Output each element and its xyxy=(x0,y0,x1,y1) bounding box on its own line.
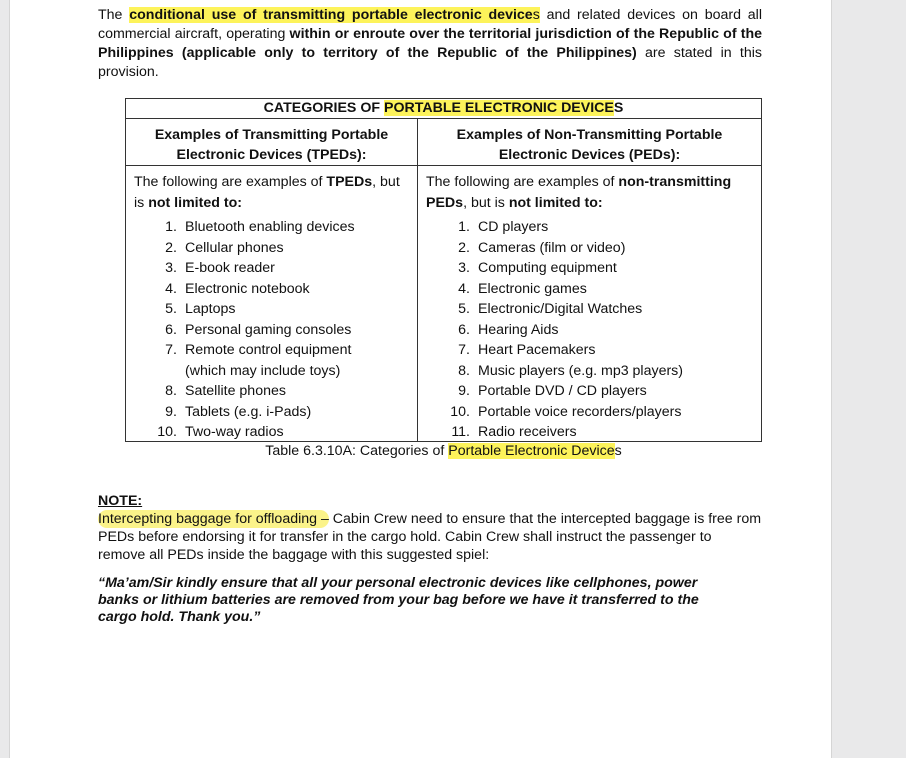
ped-item-text: Portable voice recorders/players xyxy=(478,403,682,420)
note-block xyxy=(98,492,762,564)
tped-item-number: 6. xyxy=(165,321,177,338)
ped-column xyxy=(418,166,761,442)
ped-item-number: 2. xyxy=(458,239,470,256)
ped-item xyxy=(426,422,755,443)
tped-item xyxy=(134,320,411,341)
ped-item xyxy=(426,320,755,341)
tped-item-number: 1. xyxy=(165,219,177,235)
intro-highlight: conditional use of transmitting portable electronic device xyxy=(129,7,533,23)
ped-item xyxy=(426,340,755,361)
ped-item-text: Cameras (film or video) xyxy=(478,239,626,256)
tped-item-number xyxy=(134,361,185,382)
tped-header: Examples of Transmitting Portable Electronic Devices (TPEDs): xyxy=(126,119,418,165)
ped-item xyxy=(426,217,755,238)
tped-item-text: Bluetooth enabling devices xyxy=(185,219,355,235)
ped-item-number: 8. xyxy=(458,362,470,379)
intro-highlight-tail: s xyxy=(532,7,540,23)
ped-item-number: 11. xyxy=(451,424,470,440)
tped-item-number: 9. xyxy=(165,403,177,420)
tped-item-text: Remote control equipment xyxy=(185,342,352,358)
tped-item xyxy=(134,217,411,238)
tped-list xyxy=(134,217,411,443)
table-title xyxy=(126,99,761,119)
caption-pre: Table 6.3.10A: Categories of xyxy=(265,443,449,459)
tped-item xyxy=(134,279,411,300)
note-heading: NOTE: xyxy=(98,493,143,509)
tped-item-number: 4. xyxy=(165,280,177,297)
ped-categories-table xyxy=(125,98,762,442)
tped-item xyxy=(134,238,411,259)
tped-item xyxy=(134,381,411,402)
document-page xyxy=(9,0,832,758)
caption-highlight: Portable Electronic Device xyxy=(448,443,615,459)
ped-intro-b: non-transmitting PEDs xyxy=(426,174,732,211)
tped-item-text: E-book reader xyxy=(185,260,275,276)
ped-list xyxy=(426,217,755,443)
table-header-row xyxy=(126,119,761,166)
ped-item-text: Computing equipment xyxy=(478,260,617,276)
tped-intro-a: The following are examples of xyxy=(134,174,327,190)
note-text xyxy=(98,510,762,564)
intro-text xyxy=(98,6,762,82)
ped-item xyxy=(426,402,755,423)
ped-item-text: Electronic/Digital Watches xyxy=(478,301,643,317)
ped-item-number: 9. xyxy=(458,383,470,399)
tped-item xyxy=(134,361,411,382)
table-body-row xyxy=(126,166,761,442)
suggested-spiel: “Ma’am/Sir kindly ensure that all your personal electronic devices like cellphones, power banks or lithium batteries are removed from your bag before we have it transferred to the cargo hold. Thank you.” xyxy=(98,575,699,625)
ped-item-number: 4. xyxy=(458,280,470,297)
ped-item-text: Heart Pacemakers xyxy=(478,342,596,358)
tped-item-text: Cellular phones xyxy=(185,239,284,256)
ped-item xyxy=(426,299,755,320)
ped-item xyxy=(426,258,755,279)
ped-item-text: Portable DVD / CD players xyxy=(478,383,647,399)
tped-item xyxy=(134,422,411,443)
tped-item-number: 5. xyxy=(165,301,177,317)
tped-item xyxy=(134,299,411,320)
ped-item-number: 1. xyxy=(458,219,470,235)
table-caption xyxy=(125,442,762,460)
ped-intro-d: not limited to: xyxy=(508,194,603,211)
ped-intro xyxy=(426,172,755,213)
tped-item-text: Electronic notebook xyxy=(185,280,310,297)
tped-item xyxy=(134,402,411,423)
ped-item xyxy=(426,279,755,300)
table-title-pre: CATEGORIES OF xyxy=(263,100,384,116)
tped-item-number: 2. xyxy=(165,239,177,256)
ped-item-number: 10. xyxy=(450,403,470,420)
tped-item-number: 7. xyxy=(165,342,177,358)
table-title-highlight: PORTABLE ELECTRONIC DEVICE xyxy=(383,100,614,116)
tped-intro-d: not limited to: xyxy=(148,194,242,211)
tped-intro-c: , but is xyxy=(134,174,400,211)
ped-intro-c: , but is xyxy=(463,194,509,211)
ped-item-text: CD players xyxy=(478,219,549,235)
intro-middle: and related devices on board all commercial aircraft, operating xyxy=(98,7,762,42)
ped-item-text: Radio receivers xyxy=(478,424,577,440)
ped-item xyxy=(426,238,755,259)
ped-item xyxy=(426,361,755,382)
tped-item-text: Satellite phones xyxy=(185,383,286,399)
note-highlight: Intercepting baggage for offloading – xyxy=(98,511,329,527)
tped-intro-b: TPEDs xyxy=(326,174,373,190)
ped-item-number: 6. xyxy=(458,321,470,338)
tped-item-number: 3. xyxy=(165,260,177,276)
ped-intro-a: The following are examples of xyxy=(426,174,619,190)
ped-item xyxy=(426,381,755,402)
ped-item-text: Music players (e.g. mp3 players) xyxy=(478,362,683,379)
tped-item xyxy=(134,258,411,279)
caption-post: s xyxy=(614,443,622,459)
tped-intro xyxy=(134,172,411,213)
tped-item-text: Laptops xyxy=(185,301,236,317)
ped-item-text: Electronic games xyxy=(478,280,587,297)
ped-header: Examples of Non-Transmitting Portable Electronic Devices (PEDs): xyxy=(456,127,723,163)
note-body: Cabin Crew need to ensure that the intercepted baggage is free rom PEDs before endorsing it for transfer in the cargo hold. Cabin Crew shall instruct the passenger to remove all PEDs inside the baggage with this suggested spiel: xyxy=(98,511,762,563)
intro-jurisdiction: within or enroute over the territorial jurisdiction of the Republic of the Philippines (applicable only to territory of the Republic of the Philippines) xyxy=(98,26,763,61)
tped-item xyxy=(134,340,411,361)
intro-paragraph xyxy=(98,6,762,82)
intro-end: are stated in this provision. xyxy=(98,45,762,80)
ped-item-number: 7. xyxy=(458,342,470,358)
tped-item-text: Tablets (e.g. i-Pads) xyxy=(185,403,312,420)
tped-item-text: (which may include toys) xyxy=(185,362,341,379)
tped-item-text: Two-way radios xyxy=(185,424,284,440)
ped-item-text: Hearing Aids xyxy=(478,321,559,338)
tped-item-number: 8. xyxy=(165,383,177,399)
tped-item-number: 10. xyxy=(157,424,177,440)
ped-item-number: 5. xyxy=(458,301,470,317)
tped-column xyxy=(126,166,418,442)
tped-item-text: Personal gaming consoles xyxy=(185,321,352,338)
intro-lead: The xyxy=(98,7,130,23)
ped-item-number: 3. xyxy=(458,260,470,276)
table-title-post: S xyxy=(613,100,624,116)
